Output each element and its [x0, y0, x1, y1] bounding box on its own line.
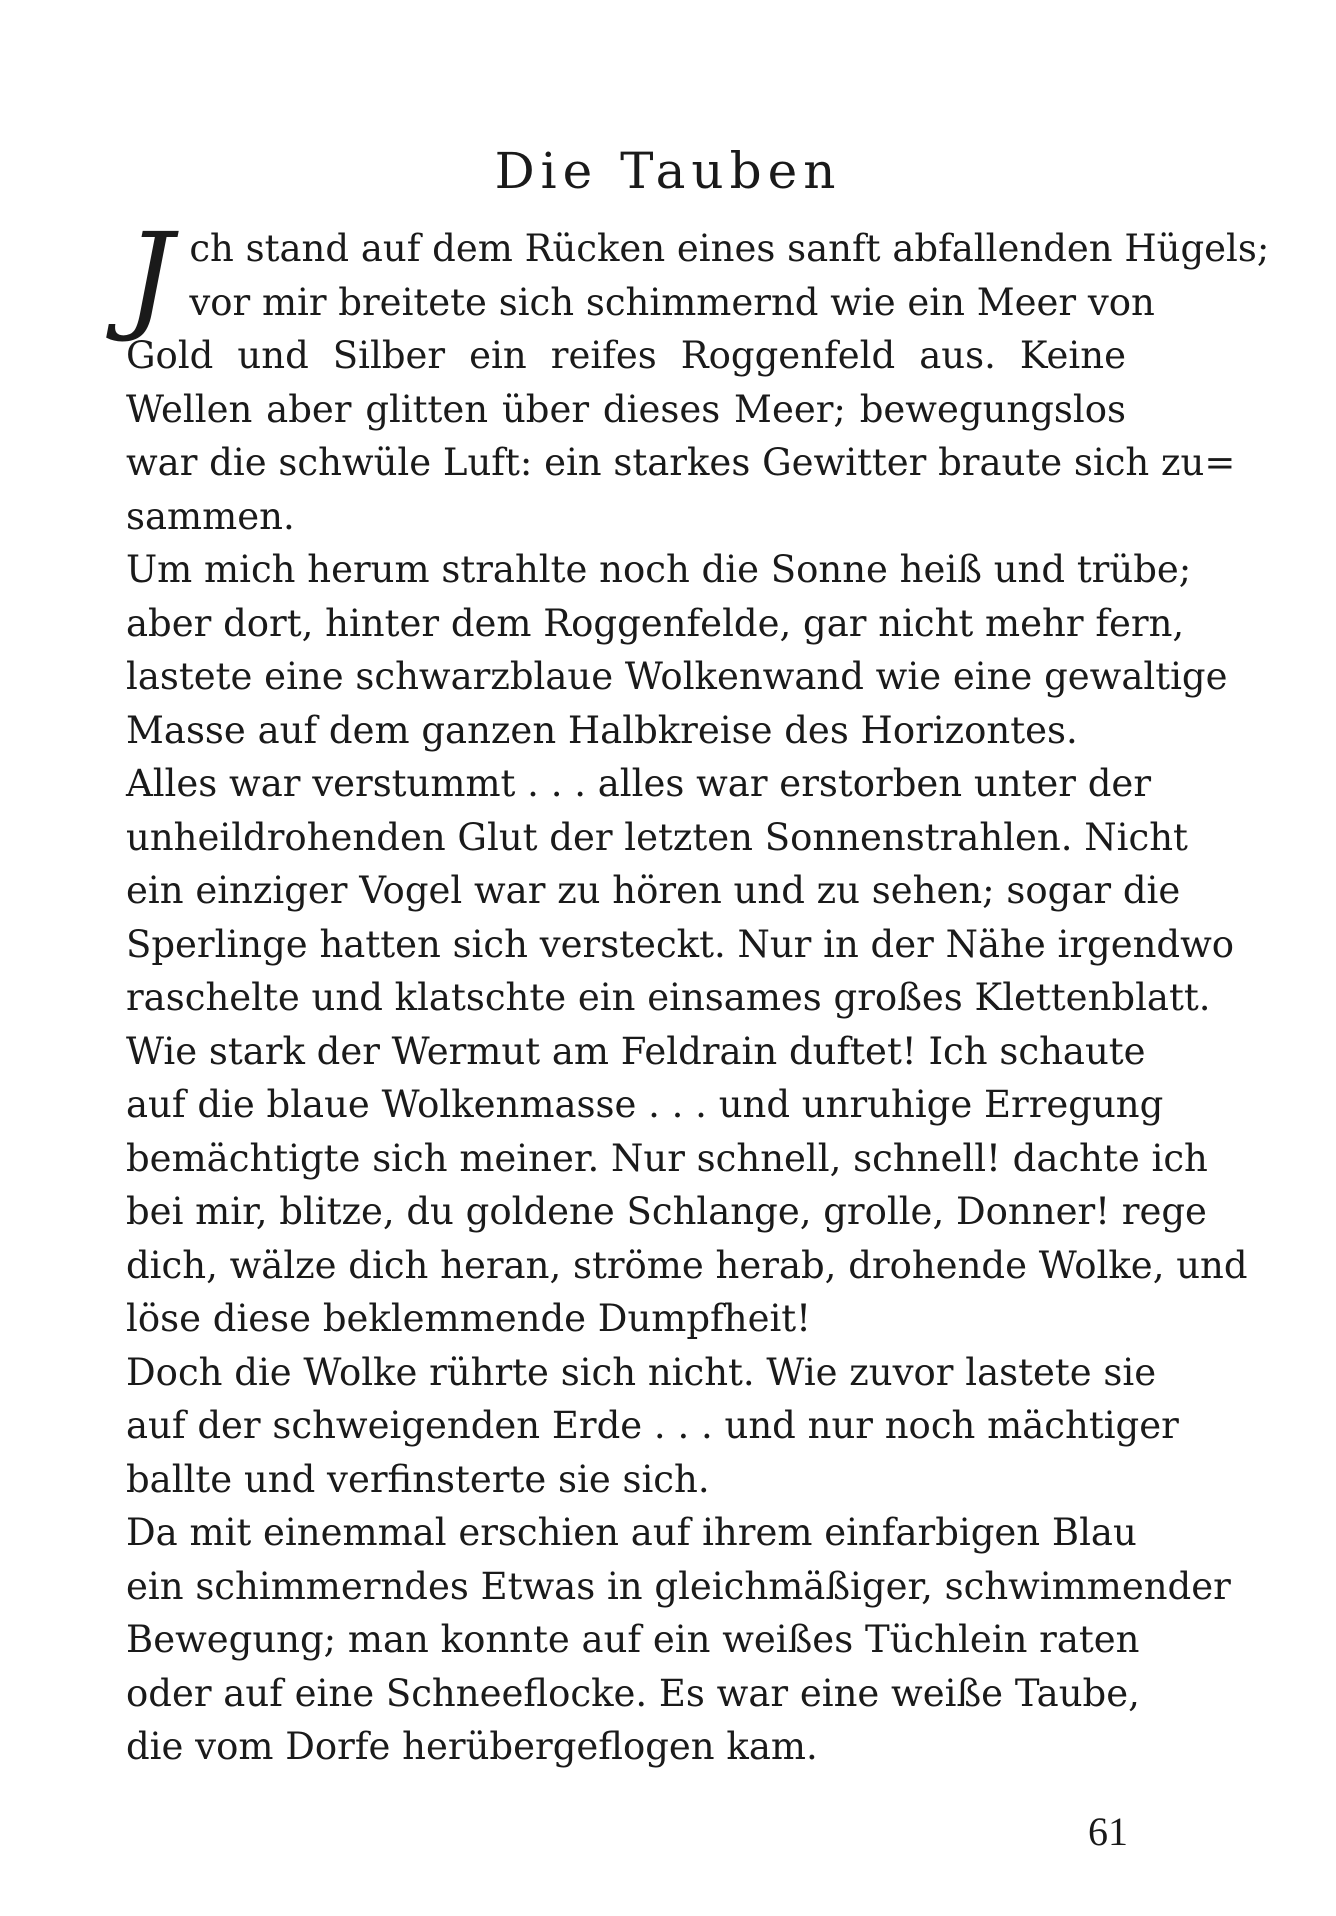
text-line: Wellen aber glitten über dieses Meer; bewegungslos [126, 387, 1126, 431]
page-number: 61 [1088, 1809, 1128, 1854]
text-line: unheildrohenden Glut der letzten Sonnenstrahlen. Nicht [126, 815, 1188, 859]
text-line: bei mir, blitze, du goldene Schlange, grolle, Donner! rege [126, 1190, 1207, 1233]
paragraph-1 [126, 207, 1270, 543]
text-line: Gold und Silber ein reifes Roggenfeld aus. Keine [126, 334, 1126, 377]
text-line: bemächtigte sich meiner. Nur schnell, schnell! dachte ich [126, 1136, 1208, 1180]
text-line: ein schimmerndes Etwas in gleichmäßiger, schwimmender [126, 1564, 1231, 1608]
paragraph-4 [126, 1025, 1248, 1346]
text-line: war die schwüle Luft: ein starkes Gewitter braute sich zu= [126, 441, 1236, 484]
paragraph-2 [126, 543, 1228, 757]
text-line: sammen. [126, 494, 295, 538]
drop-cap: J [126, 207, 174, 345]
text-line: aber dort, hinter dem Roggenfelde, gar nicht mehr fern, [126, 601, 1185, 645]
text-line: lastete eine schwarzblaue Wolkenwand wie eine gewaltige [126, 655, 1228, 698]
text-line: oder auf eine Schneeflocke. Es war eine weiße Taube, [126, 1671, 1140, 1715]
text-line: auf der schweigenden Erde . . . und nur noch mächtiger [126, 1404, 1179, 1447]
body-text [126, 207, 1270, 1774]
paragraph-6 [126, 1506, 1231, 1774]
text-line: Sperlinge hatten sich versteckt. Nur in der Nähe irgendwo [126, 922, 1235, 966]
paragraph-5 [126, 1346, 1179, 1507]
text-line: löse diese beklemmende Dumpfheit! [126, 1297, 812, 1340]
text-line: ein einziger Vogel war zu hören und zu sehen; sogar die [126, 869, 1181, 912]
text-line: Bewegung; man konnte auf ein weißes Tüchlein raten [126, 1618, 1140, 1661]
text-line: Um mich herum strahlte noch die Sonne heiß und trübe; [126, 548, 1192, 591]
text-line: Masse auf dem ganzen Halbkreise des Horizontes. [126, 708, 1078, 752]
text-line: Wie stark der Wermut am Feldrain duftet! Ich schaute [126, 1029, 1146, 1073]
text-line: Da mit einemmal erschien auf ihrem einfarbigen Blau [126, 1511, 1137, 1554]
paragraph-3 [126, 757, 1235, 1025]
text-line: vor mir breitete sich schimmernd wie ein Meer von [189, 280, 1155, 324]
text-line: Doch die Wolke rührte sich nicht. Wie zuvor lastete sie [126, 1350, 1157, 1394]
text-line: auf die blaue Wolkenmasse . . . und unruhige Erregung [126, 1083, 1164, 1126]
chapter-title: Die Tauben [494, 142, 842, 200]
text-line: raschelte und klatschte ein einsames großes Klettenblatt. [126, 976, 1211, 1019]
text-line: Alles war verstummt . . . alles war erstorben unter der [126, 762, 1152, 805]
text-line: ch stand auf dem Rücken eines sanft abfallenden Hügels; [189, 227, 1270, 270]
text-line: die vom Dorfe herübergeflogen kam. [126, 1725, 818, 1768]
text-line: ballte und verfinsterte sie sich. [126, 1457, 710, 1501]
text-line: dich, wälze dich heran, ströme herab, drohende Wolke, und [126, 1243, 1248, 1287]
